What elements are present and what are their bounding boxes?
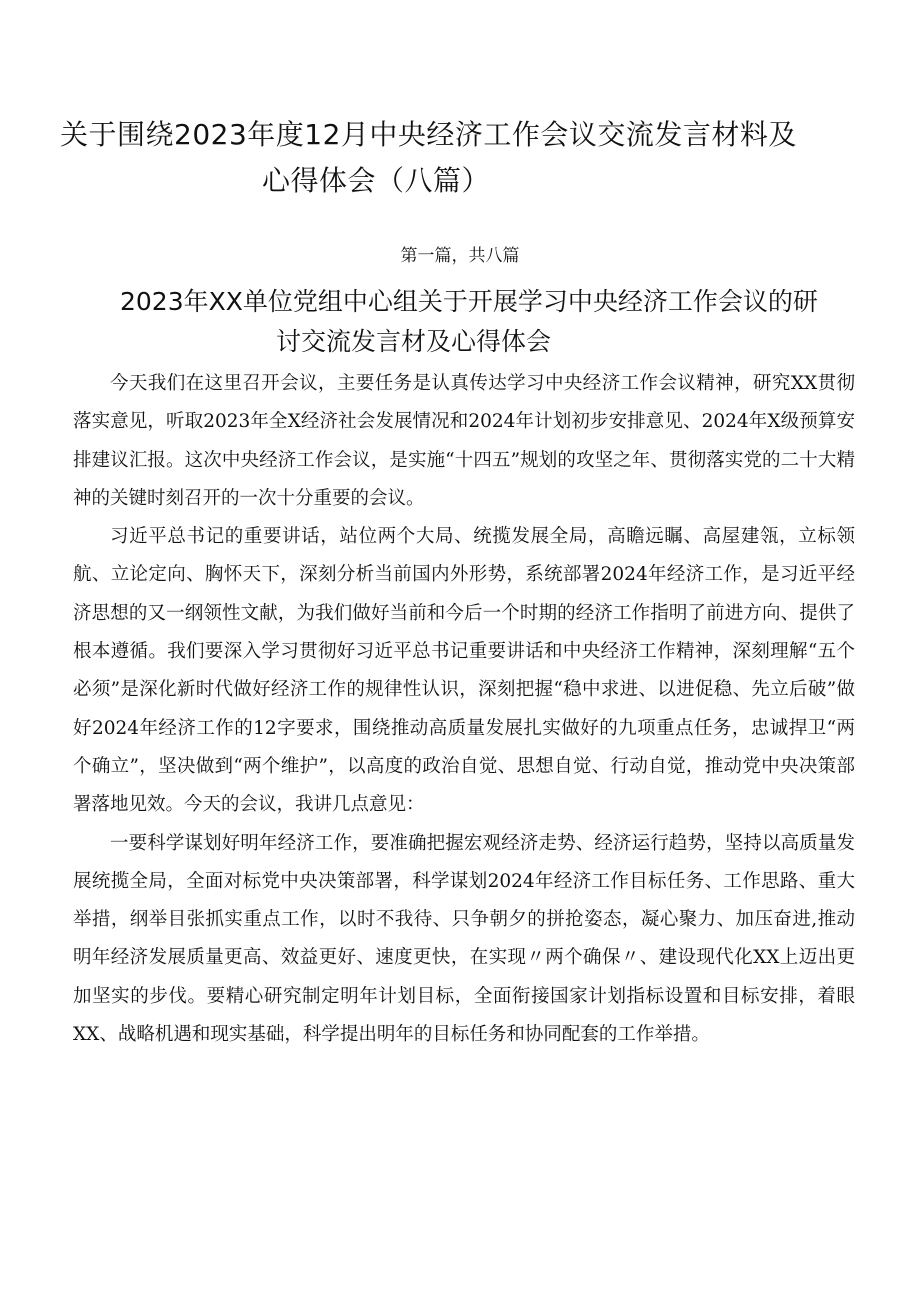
body-paragraph-3: 一要科学谋划好明年经济工作，要准确把握宏观经济走势、经济运行趋势，坚持以高质量发展统揽全局，全面对标党中央决策部署，科学谋划2024年经济工作目标任务、工作思路、重大举措，纲举目张抓实重点工作，以时不我待、只争朝夕的拼抢姿态，凝心聚力、加压奋进,推动明年经济发展质量更高、效益更好、速度更快，在实现〃两个确保〃、建设现代化XX上迈出更加坚实的步伐。要精心研究制定明年计划目标，全面衔接国家计划指标设置和目标安排，着眼XX、战略机遇和现实基础，科学提出明年的目标任务和协同配套的工作举措。: [73, 832, 855, 1046]
document-title-line-2: 心得体会（八篇）: [262, 164, 491, 197]
document-title: [60, 112, 860, 204]
body-paragraph-2: 习近平总书记的重要讲话，站位两个大局、统揽发展全局，高瞻远瞩、高屋建瓴，立标领航、立论定向、胸怀天下，深刻分析当前国内外形势，系统部署2024年经济工作，是习近平经济思想的又一纲领性文献，为我们做好当前和今后一个时期的经济工作指明了前进方向、提供了根本遵循。我们要深入学习贯彻好习近平总书记重要讲话和中央经济工作精神，深刻理解“五个必须”是深化新时代做好经济工作的规律性认识，深刻把握“稳中求进、以进促稳、先立后破”做好2024年经济工作的12字要求，围绕推动高质量发展扎实做好的九项重点任务，忠诚捍卫“两个确立”，坚决做到“两个维护”，以高度的政治自觉、思想自觉、行动自觉，推动党中央决策部署落地见效。今天的会议，我讲几点意见：: [73, 526, 855, 816]
section-title: [120, 282, 860, 362]
document-title-line-1: 关于围绕2023年度12月中央经济工作会议交流发言材料及: [60, 118, 797, 151]
body-paragraph-1: 今天我们在这里召开会议，主要任务是认真传达学习中央经济工作会议精神，研究XX贯彻落实意见，听取2023年全X经济社会发展情况和2024年计划初步安排意见、2024年X级预算安排建议汇报。这次中央经济工作会议，是实施“十四五”规划的攻坚之年、贯彻落实党的二十大精神的关键时刻召开的一次十分重要的会议。: [73, 373, 855, 509]
section-title-line-2: 讨交流发言材及心得体会: [276, 327, 552, 356]
section-title-line-1: 2023年XX单位党组中心组关于开展学习中央经济工作会议的研: [120, 287, 818, 316]
part-label: 第一篇，共八篇: [400, 246, 520, 266]
document-body: [73, 365, 855, 1054]
